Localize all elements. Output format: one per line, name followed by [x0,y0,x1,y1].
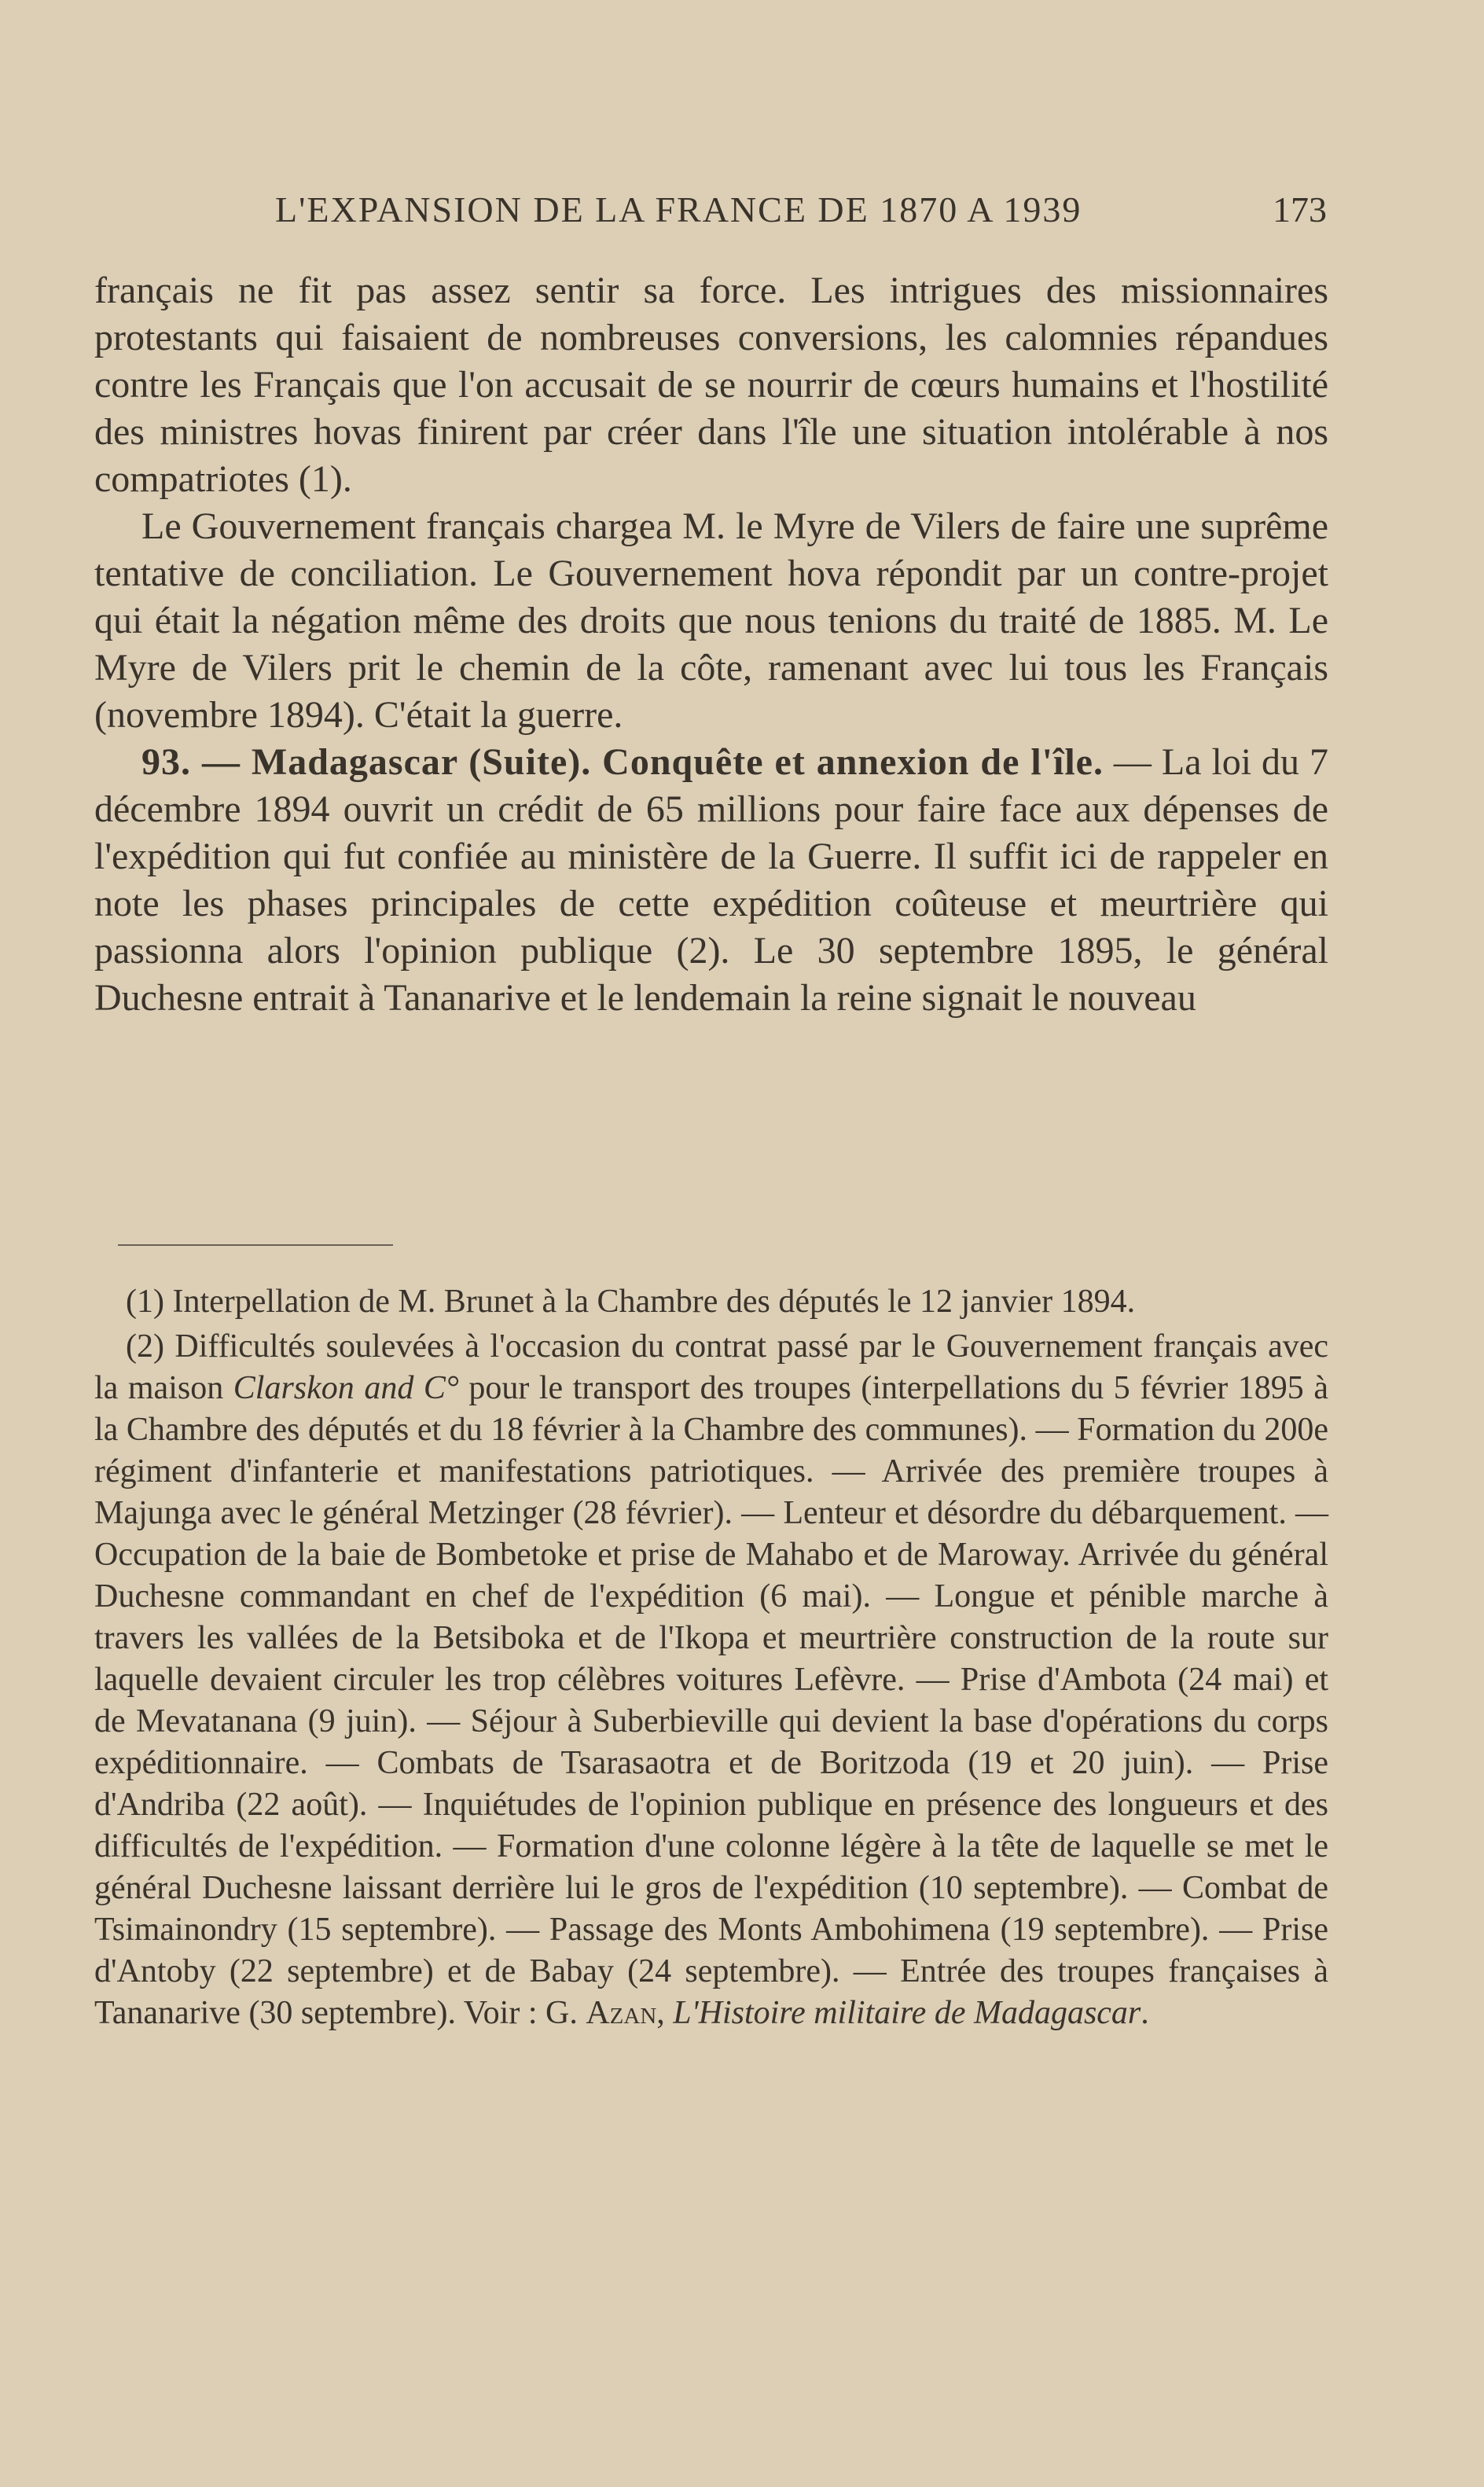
paragraph-3 [94,739,1328,1022]
footnote-2-author: Azan [586,1995,657,2031]
paragraph-2: Le Gouvernement français chargea M. le Myre de Vilers de faire une suprême tentative de conciliation. Le Gouvernement hova répondit par un contre-projet qui était la négation même des droits que nous tenions du traité de 1885. M. Le Myre de Vilers prit le chemin de la côte, ramenant avec lui tous les Français (novembre 1894). C'était la guerre. [94,505,1328,736]
page-header [0,189,1484,236]
section-heading: 93. — Madagascar (Suite). Conquête et annexion de l'île. [141,741,1104,783]
footnote-separator [118,1244,393,1246]
running-head: L'EXPANSION DE LA FRANCE DE 1870 A 1939 [275,189,1082,230]
footnote-2-sep: , [656,1995,674,2031]
footnote-2 [94,1326,1328,2034]
footnote-1: (1) Interpellation de M. Brunet à la Chambre des députés le 12 janvier 1894. [126,1284,1136,1320]
paragraph-3-text: — La loi du 7 décembre 1894 ouvrit un crédit de 65 millions pour faire face aux dépenses de l'expédition qui fut confiée au ministère de la Guerre. Il suffit ici de rappeler en note les phases principales de cette expédition coûteuse et meurtrière qui passionna alors l'opinion publique (2). Le 30 septembre 1895, le général Duchesne entrait à Tananarive et le lendemain la reine signait le nouveau [94,741,1329,1019]
footnote-2-text-a: (2) Difficultés soulevées à l'occasion du contrat passé par le Gouvernement français avec la maison [94,1328,1328,1406]
footnote-2-company: Clarskon and C° [233,1370,459,1406]
footnote-2-text-b: pour le transport des troupes (interpellations du 5 février 1895 à la Chambre des députés et du 18 février à la Chambre des communes). — Formation du 200e régiment d'infanterie et manifestations patriotiques. — Arrivée des première troupes à Majunga avec le général Metzinger (28 février). — Lenteur et désordre du débarquement. — Occupation de la baie de Bombetoke et prise de Mahabo et de Maroway. Arrivée du général Duchesne commandant en chef de l'expédition (6 mai). — Longue et pénible marche à travers les vallées de la Betsiboka et de l'Ikopa et meurtrière construction de la route sur laquelle devaient circuler les trop célèbres voitures Lefèvre. — Prise d'Ambota (24 mai) et de Mevatanana (9 juin). — Séjour à Suberbieville qui devient la base d'opérations du corps expéditionnaire. — Combats de Tsarasaotra et de Boritzoda (19 et 20 juin). — Prise d'Andriba (22 août). — Inquiétudes de l'opinion publique en présence des longueurs et des difficultés de l'expédition. — Formation d'une colonne légère à la tête de laquelle se met le général Duchesne laissant derrière lui le gros de l'expédition (10 septembre). — Combat de Tsimainondry (15 septembre). — Passage des Monts Ambohimena (19 septembre). — Prise d'Antoby (22 septembre) et de Babay (24 septembre). — Entrée des troupes françaises à Tananarive (30 septembre). Voir : G. [94,1370,1329,2031]
footnotes [94,1281,1328,2034]
paragraph-1: français ne fit pas assez sentir sa force. Les intrigues des missionnaires protestants qui faisaient de nombreuses conversions, les calomnies répandues contre les Français que l'on accusait de se nourrir de cœurs humains et l'hostilité des ministres hovas finirent par créer dans l'île une situation intolérable à nos compatriotes (1). [94,270,1328,500]
main-text [94,267,1328,1022]
page-number: 173 [1273,189,1327,230]
footnote-2-book-title: L'Histoire militaire de Madagascar [673,1995,1141,2031]
footnote-2-end: . [1141,1995,1149,2031]
